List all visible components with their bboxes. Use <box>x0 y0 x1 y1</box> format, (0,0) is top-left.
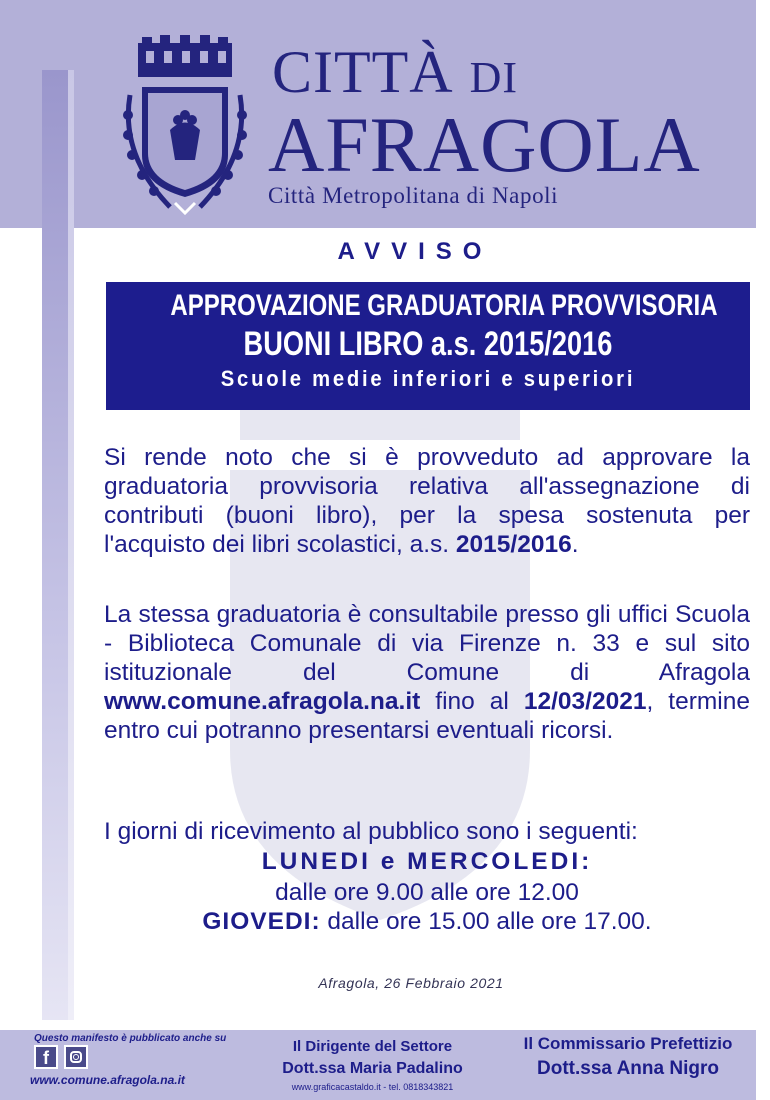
reception-days-monday-wednesday: LUNEDI e MERCOLEDI: <box>261 848 593 875</box>
title-citta: CITTÀ DI <box>272 39 519 105</box>
title-afragola: AFRAGOLA <box>268 101 701 188</box>
crest-emblem <box>120 35 250 215</box>
footer-social-note: Questo manifesto è pubblicato anche su <box>34 1033 227 1044</box>
title-di: DI <box>469 53 519 102</box>
reception-hours-morning: dalle ore 9.00 alle ore 12.00 <box>275 879 579 906</box>
instagram-icon[interactable] <box>64 1045 88 1069</box>
header-subtitle: Città Metropolitana di Napoli <box>268 183 559 208</box>
signatory1-name: Dott.ssa Maria Padalino <box>282 1060 463 1077</box>
decorative-left-bar <box>42 70 68 1020</box>
notice-title-box <box>106 282 750 410</box>
paragraph-approval: Si rende noto che si è provveduto ad approvare la graduatoria provvisoria relativa all'assegnazione di contributi (buoni libro), per la spesa sostenuta per l'acquisto dei libri scolastici, a.s. 2015/2016. <box>104 444 750 558</box>
signatory2-role: Il Commissario Prefettizio <box>523 1034 733 1053</box>
website-link[interactable]: www.comune.afragola.na.it <box>104 688 421 715</box>
reception-intro: I giorni di ricevimento al pubblico sono i seguenti: <box>104 818 638 845</box>
paragraph-consultation: La stessa graduatoria è consultabile presso gli uffici Scuola - Biblioteca Comunale di via Firenze n. 33 e sul sito istituzionale del Comune di Afragola www.comune.afragola.na.it fino al 12/03/2021, termine entro cui potranno presentarsi eventuali ricorsi. <box>104 601 750 744</box>
reception-hours-thursday: GIOVEDI: dalle ore 15.00 alle ore 17.00. <box>202 908 652 935</box>
signatory1-role: Il Dirigente del Settore <box>292 1038 453 1055</box>
footer-website-link[interactable]: www.comune.afragola.na.it <box>30 1073 185 1087</box>
printer-credit: www.graficacastaldo.it - tel. 0818343821 <box>291 1082 454 1092</box>
deadline-date: 12/03/2021 <box>523 688 647 715</box>
notice-label: AVVISO <box>337 238 493 265</box>
signatory2-name: Dott.ssa Anna Nigro <box>537 1058 719 1079</box>
notice-title-line3: Scuole medie inferiori e superiori <box>220 366 636 391</box>
facebook-icon[interactable]: f <box>34 1045 58 1069</box>
notice-title-line1: APPROVAZIONE GRADUATORIA PROVVISORIA <box>170 289 718 322</box>
date-line: Afragola, 26 Febbraio 2021 <box>318 975 504 991</box>
decorative-left-bar-highlight <box>68 70 74 1020</box>
notice-title-line2: BUONI LIBRO a.s. 2015/2016 <box>243 325 613 363</box>
thursday-label: GIOVEDI: <box>202 908 321 935</box>
paragraph-year: 2015/2016 <box>455 531 572 558</box>
